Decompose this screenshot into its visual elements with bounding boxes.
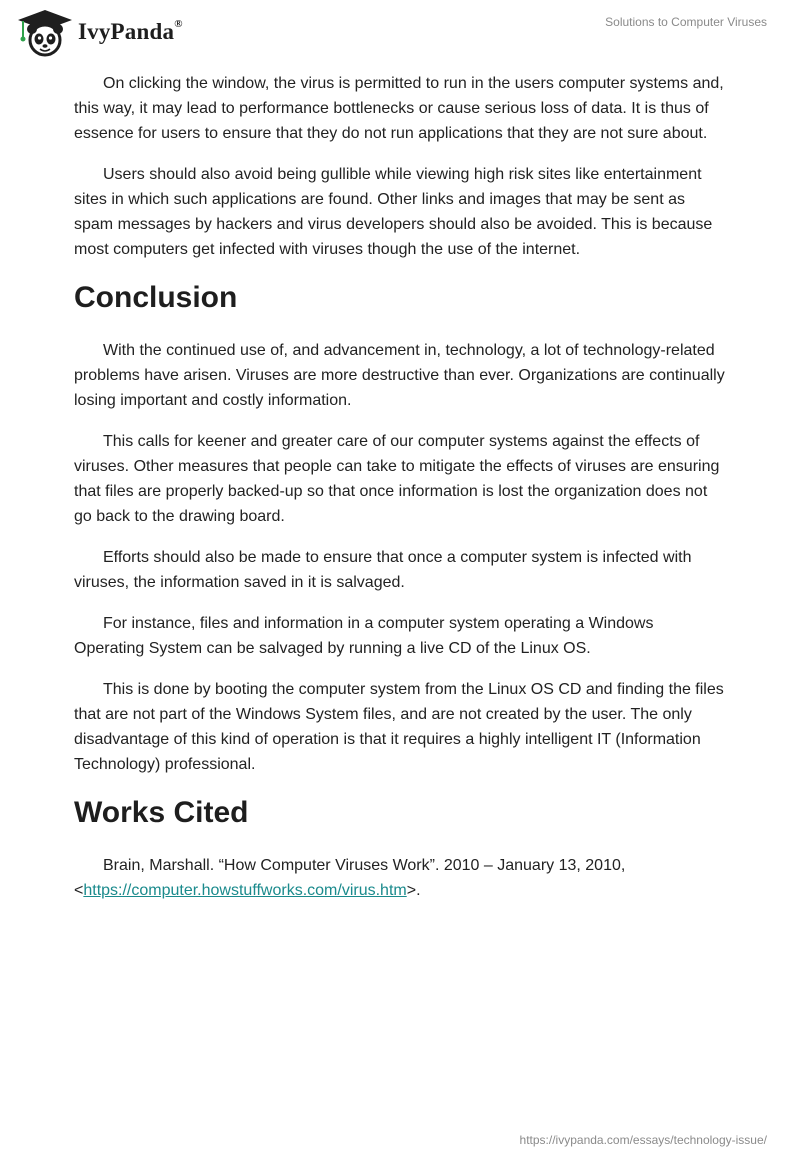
citation-text: Brain, Marshall. “How Computer Viruses Work”. 2010 – January 13, 2010, [103, 857, 626, 874]
body-paragraph-2: Users should also avoid being gullible while viewing high risk sites like entertainment sites in which such applications are found. Other links and images that may be sent as spam messages by hackers and virus developers should also be avoided. This is because most computers get infected with viruses though the use of the internet. [74, 166, 713, 258]
citation-open-bracket: < [74, 882, 84, 899]
panda-logo-icon [14, 8, 76, 58]
conclusion-heading: Conclusion [74, 281, 238, 314]
conclusion-paragraph-3: Efforts should also be made to ensure that once a computer system is infected with viruses, the information saved in it is salvaged. [74, 549, 692, 591]
brand-text: IvyPanda [78, 19, 175, 44]
conclusion-paragraph-4: For instance, files and information in a computer system operating a Windows Operating System can be salvaged by running a live CD of the Linux OS. [74, 615, 654, 657]
essay-content [74, 71, 726, 919]
body-paragraph-1: On clicking the window, the virus is permitted to run in the users computer systems and, this way, it may lead to performance bottlenecks or cause serious loss of data. It is thus of essence for users to ensure that they do not run applications that they are not sure about. [74, 75, 724, 142]
citation-close: >. [406, 882, 421, 899]
conclusion-paragraph-2: This calls for keener and greater care of our computer systems against the effects of viruses. Other measures that people can take to mitigate the effects of viruses are ensuring that files are properly backed-up so that once information is lost the organization does not go back to the drawing board. [74, 433, 720, 525]
document-title: Solutions to Computer Viruses [605, 15, 767, 29]
page-header [0, 0, 800, 64]
brand-name [78, 19, 183, 45]
registered-mark: ® [174, 18, 183, 31]
conclusion-paragraph-5: This is done by booting the computer system from the Linux OS CD and finding the files that are not part of the Windows System files, and are not created by the user. The only disadvantage of this kind of operation is that it requires a highly intelligent IT (Information Technology) professional. [74, 681, 724, 773]
conclusion-paragraph-1: With the continued use of, and advancement in, technology, a lot of technology-related problems have arisen. Viruses are more destructive than ever. Organizations are continually losing important and costly information. [74, 342, 725, 409]
footer-url: https://ivypanda.com/essays/technology-issue/ [519, 1133, 767, 1147]
citation-link[interactable]: https://computer.howstuffworks.com/virus.htm [83, 882, 407, 899]
works-cited-heading: Works Cited [74, 796, 249, 829]
citation-entry [74, 853, 726, 903]
